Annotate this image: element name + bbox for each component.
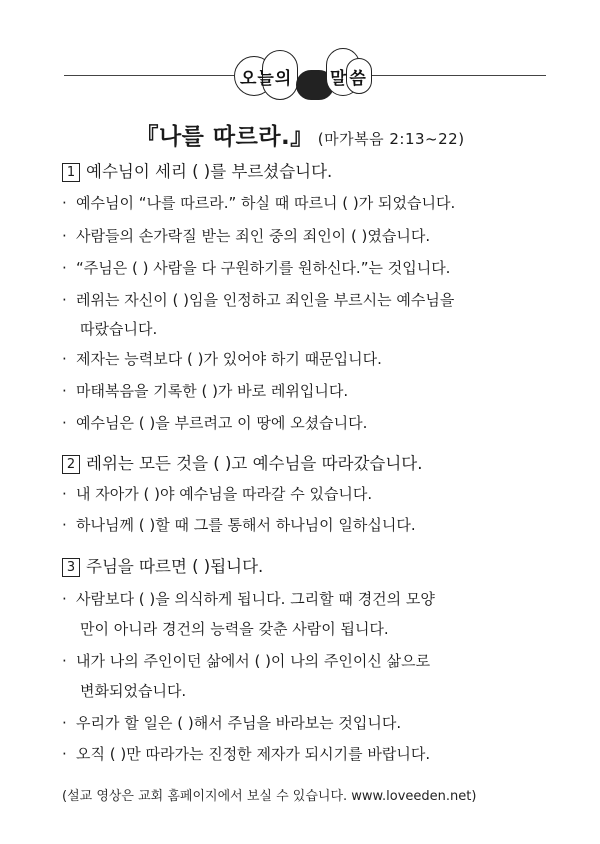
question-1 (62, 158, 562, 182)
list-item: · 제자는 능력보다 ( )가 있어야 하기 때문입니다. (62, 350, 382, 368)
title-main: 『나를 따르라.』 (135, 124, 314, 150)
question-text: 예수님이 세리 ( )를 부르셨습니다. (86, 162, 333, 181)
page-title (0, 118, 600, 151)
list-item-text: 하나님께 ( )할 때 그를 통해서 하나님이 일하십니다. (76, 516, 416, 534)
header-word-2: 말씀 (330, 69, 369, 89)
title-reference: (마가복음 2:13~22) (317, 130, 465, 148)
list-item-text: 사람보다 ( )을 의식하게 됩니다. 그리할 때 경건의 모양 (76, 590, 435, 608)
header-word-1: 오늘의 (240, 69, 293, 89)
list-item-text: 예수님은 ( )을 부르려고 이 땅에 오셨습니다. (76, 414, 368, 432)
list-item-text: 사람들의 손가락질 받는 죄인 중의 죄인이 ( )였습니다. (76, 227, 431, 245)
list-item-text: 제자는 능력보다 ( )가 있어야 하기 때문입니다. (76, 350, 382, 368)
question-3 (62, 553, 562, 577)
list-item-continuation: 변화되었습니다. (80, 682, 187, 700)
list-item-continuation: 만이 아니라 경건의 능력을 갖춘 사람이 됩니다. (80, 620, 389, 638)
question-text: 주님을 따르면 ( )됩니다. (86, 557, 264, 576)
header-rule-right (370, 75, 546, 76)
list-item-text: 내 자아가 ( )야 예수님을 따라갈 수 있습니다. (76, 485, 373, 503)
list-item: · 사람들의 손가락질 받는 죄인 중의 죄인이 ( )였습니다. (62, 227, 431, 245)
header-rule-left (64, 75, 234, 76)
question-text: 레위는 모든 것을 ( )고 예수님을 따라갔습니다. (86, 454, 423, 473)
list-item-text: 우리가 할 일은 ( )해서 주님을 바라보는 것입니다. (76, 714, 402, 732)
list-item-text: 예수님이 “나를 따르라.” 하실 때 따르니 ( )가 되었습니다. (76, 194, 456, 212)
list-item: · “주님은 ( ) 사람을 다 구원하기를 원하신다.”는 것입니다. (62, 259, 451, 277)
footer-note: (설교 영상은 교회 홈페이지에서 보실 수 있습니다. www.loveeden.net) (62, 789, 477, 804)
header-emblem (0, 40, 600, 110)
list-item: · 하나님께 ( )할 때 그를 통해서 하나님이 일하십니다. (62, 516, 416, 534)
list-item-continuation: 따랐습니다. (80, 320, 158, 338)
list-item-text: 레위는 자신이 ( )임을 인정하고 죄인을 부르시는 예수님을 (76, 291, 455, 309)
list-item: · 예수님이 “나를 따르라.” 하실 때 따르니 ( )가 되었습니다. (62, 194, 456, 212)
list-item: · 사람보다 ( )을 의식하게 됩니다. 그리할 때 경건의 모양 (62, 590, 435, 608)
list-item-text: “주님은 ( ) 사람을 다 구원하기를 원하신다.”는 것입니다. (76, 259, 451, 277)
question-number-box: 3 (62, 558, 80, 577)
list-item-text: 마태복음을 기록한 ( )가 바로 레위입니다. (76, 382, 349, 400)
list-item: · 예수님은 ( )을 부르려고 이 땅에 오셨습니다. (62, 414, 368, 432)
question-2 (62, 450, 562, 474)
list-item-text: 오직 ( )만 따라가는 진정한 제자가 되시기를 바랍니다. (76, 745, 431, 763)
list-item: · 내가 나의 주인이던 삶에서 ( )이 나의 주인이신 삶으로 (62, 652, 431, 670)
list-item: · 마태복음을 기록한 ( )가 바로 레위입니다. (62, 382, 349, 400)
question-number-box: 1 (62, 163, 80, 182)
list-item: · 우리가 할 일은 ( )해서 주님을 바라보는 것입니다. (62, 714, 402, 732)
list-item-text: 내가 나의 주인이던 삶에서 ( )이 나의 주인이신 삶으로 (76, 652, 431, 670)
list-item: · 내 자아가 ( )야 예수님을 따라갈 수 있습니다. (62, 485, 373, 503)
list-item: · 레위는 자신이 ( )임을 인정하고 죄인을 부르시는 예수님을 (62, 291, 455, 309)
question-number-box: 2 (62, 455, 80, 474)
list-item: · 오직 ( )만 따라가는 진정한 제자가 되시기를 바랍니다. (62, 745, 431, 763)
